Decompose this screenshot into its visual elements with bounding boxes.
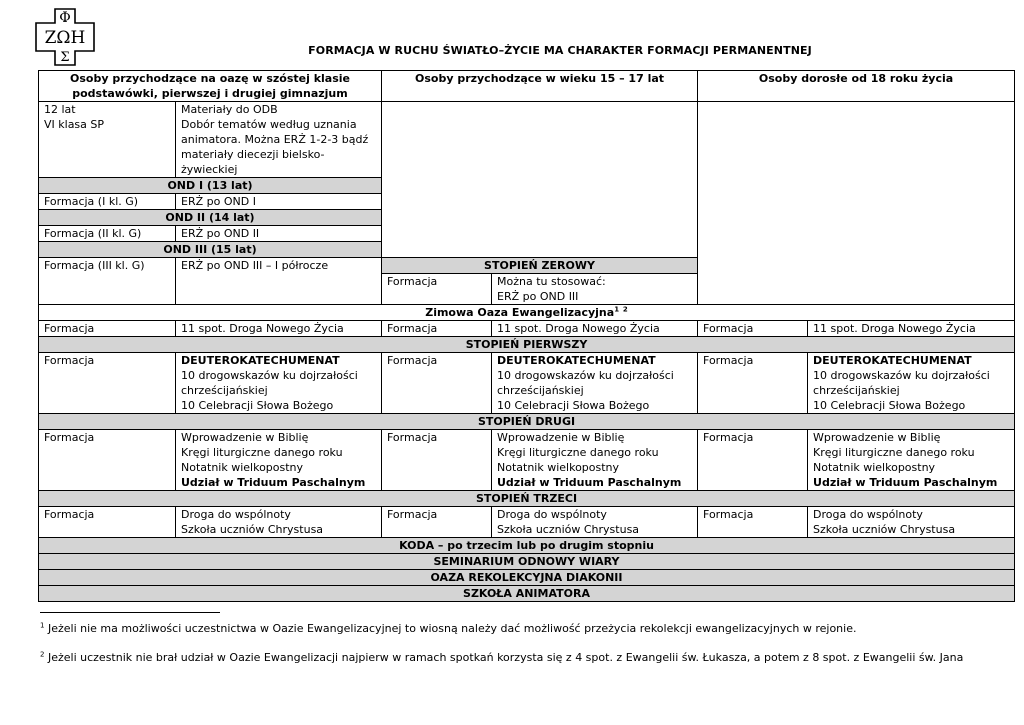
stopien-zerowy-value — [492, 274, 698, 305]
table-row — [39, 321, 1015, 337]
zimowa-value-1: 11 spot. Droga Nowego Życia — [176, 321, 382, 337]
ond1-header: OND I (13 lat) — [39, 178, 382, 194]
table-row — [39, 507, 1015, 538]
zimowa-header — [39, 305, 1015, 321]
stopien-trzeci-content-1 — [176, 507, 382, 538]
footnote-ref-1[interactable]: 1 — [614, 305, 620, 314]
stopien-pierwszy-line: 10 drogowskazów ku dojrzałości — [497, 369, 674, 382]
stopien-trzeci-label-1: Formacja — [39, 507, 176, 538]
intro-age — [39, 102, 176, 178]
footnote-1-number: 1 — [40, 621, 45, 630]
szkola-animatora-row: SZKOŁA ANIMATORA — [39, 586, 1015, 602]
page-title: FORMACJA W RUCHU ŚWIATŁO–ŻYCIE MA CHARAKTER FORMACJI PERMANENTNEJ — [308, 44, 812, 57]
stopien-drugi-line: Kręgi liturgiczne danego roku — [813, 446, 975, 459]
deuterokatechumenat-title: DEUTEROKATECHUMENAT — [497, 354, 656, 367]
stopien-drugi-line: Udział w Triduum Paschalnym — [813, 476, 998, 489]
ond2-value: ERŻ po OND II — [176, 226, 382, 242]
ond1-value: ERŻ po OND I — [176, 194, 382, 210]
col2-empty — [382, 102, 698, 258]
intro-material-line: animatora. Można ERŻ 1-2-3 bądź — [181, 133, 369, 146]
ond3-label: Formacja (III kl. G) — [39, 258, 176, 305]
stopien-drugi-line: Notatnik wielkopostny — [497, 461, 620, 474]
stopien-pierwszy-label-1: Formacja — [39, 353, 176, 414]
intro-material-line: materiały diecezji bielsko-żywieckiej — [181, 148, 325, 176]
footnote-2-number: 2 — [40, 650, 45, 659]
stopien-drugi-label-2: Formacja — [382, 430, 492, 491]
stopien-trzeci-header: STOPIEŃ TRZECI — [39, 491, 1015, 507]
stopien-zerowy-line2: ERŻ po OND III — [497, 290, 579, 303]
stopien-pierwszy-content-1 — [176, 353, 382, 414]
stopien-trzeci-line: Szkoła uczniów Chrystusa — [181, 523, 324, 536]
stopien-drugi-line: Notatnik wielkopostny — [813, 461, 936, 474]
intro-materials — [176, 102, 382, 178]
logo-phi: Φ — [59, 10, 71, 26]
stopien-drugi-line: Notatnik wielkopostny — [181, 461, 304, 474]
ond3-value: ERŻ po OND III – I półrocze — [176, 258, 382, 305]
formation-table — [38, 70, 1015, 602]
zoe-logo — [32, 6, 98, 68]
col3-empty — [698, 102, 1015, 305]
stopien-pierwszy-content-2 — [492, 353, 698, 414]
stopien-zerowy-line1: Można tu stosować: — [497, 275, 606, 288]
stopien-pierwszy-label-3: Formacja — [698, 353, 808, 414]
stopien-pierwszy-line: chrześcijańskiej — [181, 384, 268, 397]
stopien-drugi-label-1: Formacja — [39, 430, 176, 491]
stopien-drugi-content-1 — [176, 430, 382, 491]
stopien-drugi-line: Udział w Triduum Paschalnym — [497, 476, 682, 489]
stopien-drugi-header: STOPIEŃ DRUGI — [39, 414, 1015, 430]
table-row — [39, 353, 1015, 414]
stopien-trzeci-label-3: Formacja — [698, 507, 808, 538]
stopien-trzeci-content-2 — [492, 507, 698, 538]
stopien-pierwszy-line: chrześcijańskiej — [497, 384, 584, 397]
stopien-trzeci-line: Droga do wspólnoty — [813, 508, 923, 521]
stopien-drugi-line: Udział w Triduum Paschalnym — [181, 476, 366, 489]
ond3-header: OND III (15 lat) — [39, 242, 382, 258]
stopien-drugi-line: Wprowadzenie w Biblię — [497, 431, 625, 444]
zimowa-label-1: Formacja — [39, 321, 176, 337]
stopien-pierwszy-line: 10 Celebracji Słowa Bożego — [497, 399, 650, 412]
table-header-row — [39, 71, 1015, 102]
intro-material-line: Dobór tematów według uznania — [181, 118, 357, 131]
stopien-pierwszy-line: 10 drogowskazów ku dojrzałości — [813, 369, 990, 382]
stopien-zerowy-header: STOPIEŃ ZEROWY — [382, 258, 698, 274]
stopien-trzeci-line: Szkoła uczniów Chrystusa — [497, 523, 640, 536]
table-row — [39, 430, 1015, 491]
intro-age-line2: VI klasa SP — [44, 118, 105, 131]
zimowa-value-3: 11 spot. Droga Nowego Życia — [808, 321, 1015, 337]
stopien-drugi-line: Kręgi liturgiczne danego roku — [497, 446, 659, 459]
footnote-1-text: Jeżeli nie ma możliwości uczestnictwa w Oazie Ewangelizacyjnej to wiosną należy dać możliwość przeżycia rekolekcji ewangelizacyjnych w rejonie. — [44, 622, 857, 635]
stopien-pierwszy-line: chrześcijańskiej — [813, 384, 900, 397]
column-header-3: Osoby dorosłe od 18 roku życia — [698, 71, 1015, 102]
stopien-drugi-content-3 — [808, 430, 1015, 491]
stopien-trzeci-line: Szkoła uczniów Chrystusa — [813, 523, 956, 536]
column-header-1: Osoby przychodzące na oazę w szóstej klasie podstawówki, pierwszej i drugiej gimnazjum — [39, 71, 382, 102]
stopien-pierwszy-content-3 — [808, 353, 1015, 414]
intro-material-line: Materiały do ODB — [181, 103, 278, 116]
footnote-2-text: Jeżeli uczestnik nie brał udział w Oazie Ewangelizacji najpierw w ramach spotkań korzysta się z 4 spot. z Ewangelii św. Łukasza, a potem z 8 spot. z Ewangelii św. Jana — [44, 651, 964, 664]
stopien-pierwszy-line: 10 Celebracji Słowa Bożego — [181, 399, 334, 412]
ond1-label: Formacja (I kl. G) — [39, 194, 176, 210]
deuterokatechumenat-title: DEUTEROKATECHUMENAT — [181, 354, 340, 367]
stopien-trzeci-line: Droga do wspólnoty — [181, 508, 291, 521]
stopien-drugi-label-3: Formacja — [698, 430, 808, 491]
column-header-2: Osoby przychodzące w wieku 15 – 17 lat — [382, 71, 698, 102]
stopien-drugi-line: Kręgi liturgiczne danego roku — [181, 446, 343, 459]
footnote-separator — [40, 612, 220, 613]
logo-sigma: Σ — [60, 50, 70, 65]
stopien-drugi-line: Wprowadzenie w Biblię — [181, 431, 309, 444]
ond2-label: Formacja (II kl. G) — [39, 226, 176, 242]
stopien-trzeci-line: Droga do wspólnoty — [497, 508, 607, 521]
stopien-pierwszy-label-2: Formacja — [382, 353, 492, 414]
zimowa-label-2: Formacja — [382, 321, 492, 337]
stopien-pierwszy-line: 10 Celebracji Słowa Bożego — [813, 399, 966, 412]
zimowa-label-3: Formacja — [698, 321, 808, 337]
intro-age-line1: 12 lat — [44, 103, 76, 116]
footnote-2 — [40, 651, 963, 664]
stopien-drugi-line: Wprowadzenie w Biblię — [813, 431, 941, 444]
footnote-1 — [40, 622, 856, 635]
oaza-rekolekcyjna-row: OAZA REKOLEKCYJNA DIAKONII — [39, 570, 1015, 586]
koda-row: KODA – po trzecim lub po drugim stopniu — [39, 538, 1015, 554]
zimowa-value-2: 11 spot. Droga Nowego Życia — [492, 321, 698, 337]
deuterokatechumenat-title: DEUTEROKATECHUMENAT — [813, 354, 972, 367]
ond2-header: OND II (14 lat) — [39, 210, 382, 226]
stopien-pierwszy-header: STOPIEŃ PIERWSZY — [39, 337, 1015, 353]
footnote-ref-2[interactable]: 2 — [622, 305, 628, 314]
logo-zoe: ΖΩΗ — [44, 28, 86, 48]
stopien-zerowy-label: Formacja — [382, 274, 492, 305]
stopien-drugi-content-2 — [492, 430, 698, 491]
seminarium-row: SEMINARIUM ODNOWY WIARY — [39, 554, 1015, 570]
stopien-trzeci-label-2: Formacja — [382, 507, 492, 538]
stopien-trzeci-content-3 — [808, 507, 1015, 538]
table-row — [39, 102, 1015, 178]
zimowa-header-text: Zimowa Oaza Ewangelizacyjna — [425, 306, 615, 319]
stopien-pierwszy-line: 10 drogowskazów ku dojrzałości — [181, 369, 358, 382]
